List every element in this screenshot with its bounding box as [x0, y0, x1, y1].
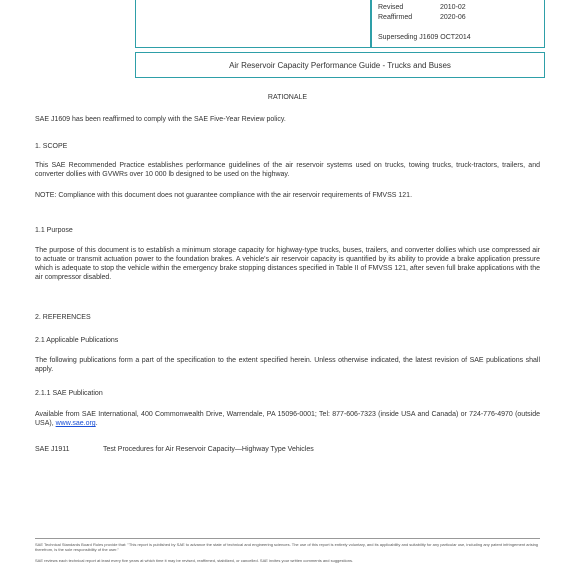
header-divider — [370, 0, 372, 48]
applicable-publications-text: The following publications form a part of the specification to the extent specified herein. Unless otherwise indicated, the latest revision of SAE publications shall apply. — [35, 357, 540, 373]
footer-rule — [35, 538, 540, 539]
scope-text: This SAE Recommended Practice establishes performance guidelines of the air reservoir systems used on trucks, towing trucks, truck-tractors, trailers, and converter dollies with GVWRs over 10 000 lb designed to be used on the highway. — [35, 162, 540, 178]
reaffirmed-label: Reaffirmed — [378, 14, 413, 21]
footer-review-text: SAE reviews each technical report at least every five years at which time it may be revised, reaffirmed, stabilized, or cancelled. SAE invites your written comments and suggestions. — [35, 558, 354, 563]
sae-publication-end: . — [95, 420, 98, 427]
reference-title: Test Procedures for Air Reservoir Capacity—Highway Type Vehicles — [103, 446, 314, 453]
references-heading: 2. REFERENCES — [35, 314, 91, 321]
scope-note: NOTE: Compliance with this document does not guarantee compliance with the air reservoir requirements of FMVSS 121. — [35, 192, 413, 199]
revised-label: Revised — [378, 4, 404, 11]
rationale-heading: RATIONALE — [267, 94, 308, 101]
header-box — [135, 0, 545, 48]
reaffirmed-value: 2020-06 — [440, 14, 466, 21]
rationale-text: SAE J1609 has been reaffirmed to comply with the SAE Five-Year Review policy. — [35, 116, 286, 123]
sae-publication-heading: 2.1.1 SAE Publication — [35, 390, 103, 397]
sae-website-link[interactable]: www.sae.org — [55, 420, 96, 427]
purpose-text: The purpose of this document is to establish a minimum storage capacity for highway-type trucks, buses, trailers, and converter dollies which use compressed air to actuate or transmit actuation power to the foundation brakes. A vehicle's air reservoir capacity is quantified by its ability to provide a brake application pressure which is adequate to stop the vehicle within the emergency brake stopping distances specified in Table II of FMVSS 121, after seven full brake applications with the air compressor disabled. — [35, 247, 540, 281]
document-title-box — [135, 52, 545, 78]
document-title: Air Reservoir Capacity Performance Guide - Trucks and Buses — [229, 60, 451, 70]
purpose-heading: 1.1 Purpose — [35, 227, 73, 234]
scope-heading: 1. SCOPE — [35, 143, 68, 150]
sae-publication-body: Available from SAE International, 400 Commonwealth Drive, Warrendale, PA 15096-0001; Tel: 877-606-7323 (inside USA and Canada) or 724-776-4970 (outside USA), — [35, 411, 540, 427]
applicable-publications-heading: 2.1 Applicable Publications — [35, 337, 119, 344]
revised-value: 2010-02 — [440, 4, 466, 11]
superseding-line: Superseding J1609 OCT2014 — [378, 34, 471, 41]
reference-id: SAE J1911 — [35, 446, 70, 453]
sae-publication-text — [35, 410, 540, 428]
footer-rules-text: SAE Technical Standards Board Rules provide that: "This report is published by SAE to advance the state of technical and engineering sciences. The use of this report is entirely voluntary, and its applicability and suitability for any particular use, including any patent infringement arising therefrom, is the sole responsibility of the user." — [35, 542, 539, 552]
